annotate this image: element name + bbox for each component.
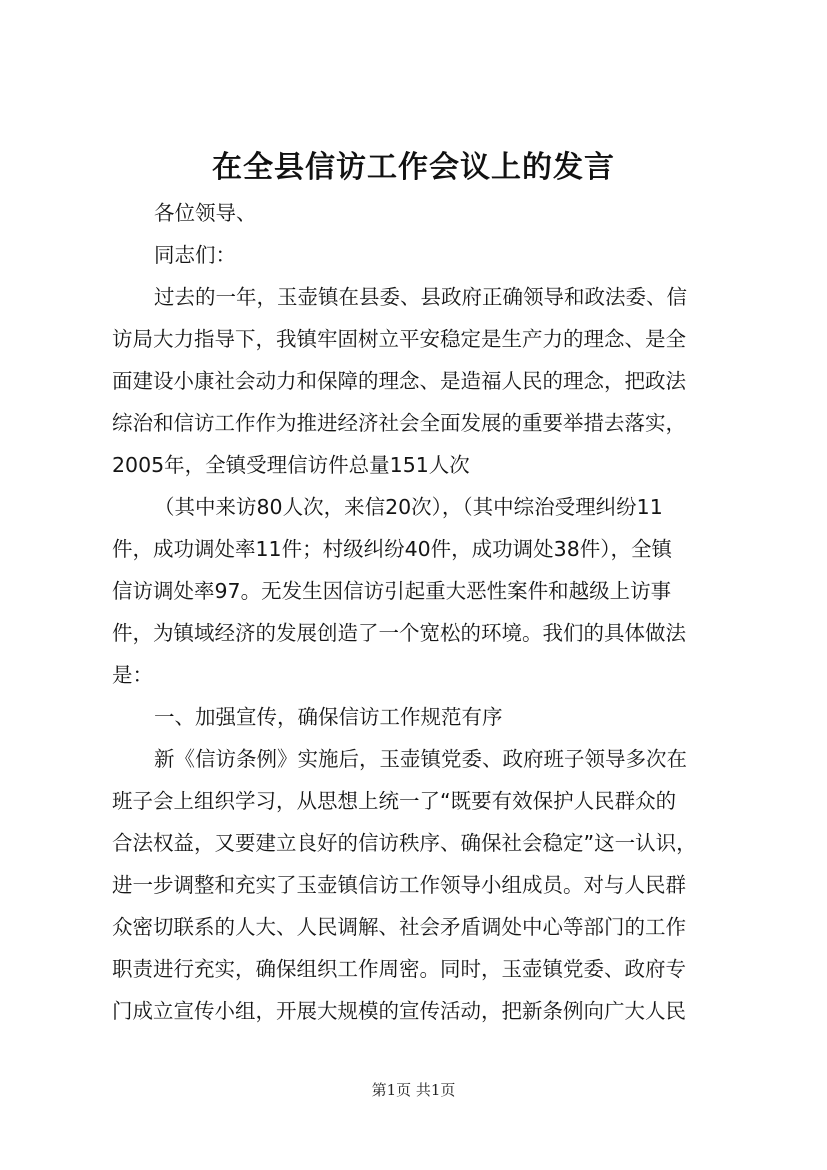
salutation-line: 各位领导、 <box>154 201 257 225</box>
paragraph-line: 合法权益，又要建立良好的信访秩序、确保社会稳定”这一认识， <box>112 831 697 855</box>
paragraph-line: 面建设小康社会动力和保障的理念、是造福人民的理念，把政法 <box>112 369 686 393</box>
section-heading: 一、加强宣传，确保信访工作规范有序 <box>154 705 503 729</box>
page-footer: 第1页 共1页 <box>371 1081 456 1099</box>
paragraph-line: 访局大力指导下，我镇牢固树立平安稳定是生产力的理念、是全 <box>112 327 686 351</box>
paragraph-line: 综治和信访工作作为推进经济社会全面发展的重要举措去落实， <box>112 411 686 435</box>
paragraph-line: 件，为镇域经济的发展创造了一个宽松的环境。我们的具体做法 <box>112 621 686 645</box>
paragraph-line: 信访调处率97。无发生因信访引起重大恶性案件和越级上访事 <box>112 579 672 603</box>
paragraph-line: 班子会上组织学习，从思想上统一了“既要有效保护人民群众的 <box>112 789 677 813</box>
paragraph-line: 过去的一年，玉壶镇在县委、县政府正确领导和政法委、信 <box>154 285 687 309</box>
paragraph-line: 2005年，全镇受理信访件总量151人次 <box>112 453 470 477</box>
paragraph-line: 是： <box>112 663 153 687</box>
paragraph-line: （其中来访80人次，来信20次），（其中综治受理纠纷11 <box>154 495 663 519</box>
paragraph-line: 众密切联系的人大、人民调解、社会矛盾调处中心等部门的工作 <box>112 915 686 939</box>
paragraph-line: 门成立宣传小组，开展大规模的宣传活动，把新条例向广大人民 <box>112 999 686 1023</box>
salutation-line: 同志们： <box>154 243 236 267</box>
paragraph-line: 件，成功调处率11件；村级纠纷40件，成功调处38件），全镇 <box>112 537 673 561</box>
paragraph-line: 新《信访条例》实施后，玉壶镇党委、政府班子领导多次在 <box>154 747 687 771</box>
document-title: 在全县信访工作会议上的发言 <box>212 150 615 185</box>
paragraph-line: 职责进行充实，确保组织工作周密。同时，玉壶镇党委、政府专 <box>112 957 686 981</box>
paragraph-line: 进一步调整和充实了玉壶镇信访工作领导小组成员。对与人民群 <box>112 873 686 897</box>
